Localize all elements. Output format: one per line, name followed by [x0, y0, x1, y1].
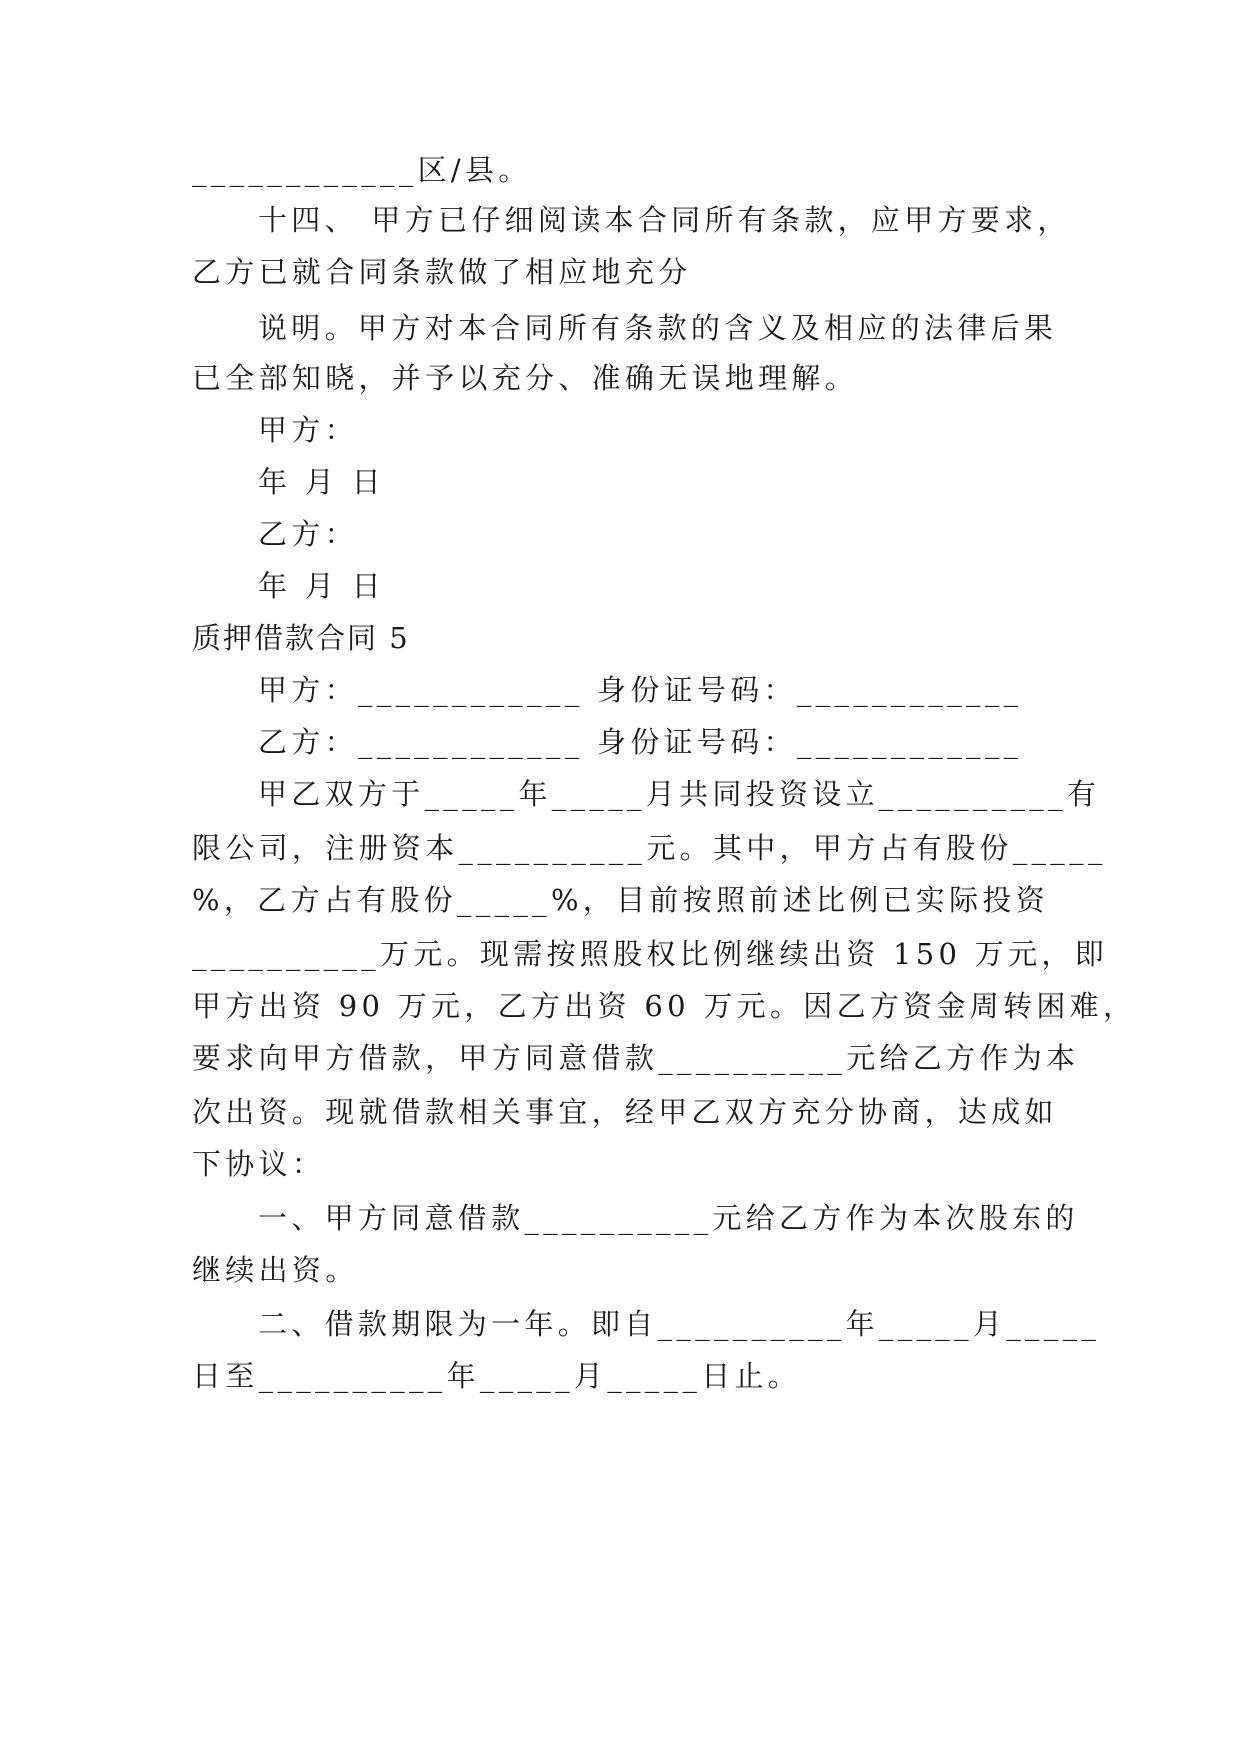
preamble-line-3: %，乙方占有股份_____%，目前按照前述比例已实际投资	[192, 883, 1050, 917]
party-a-date-label: 年 月 日	[258, 465, 385, 499]
article-1-line-2: 继续出资。	[192, 1253, 359, 1287]
district-line: ____________区/县。	[192, 153, 532, 187]
explanation-line-2: 已全部知晓，并予以充分、准确无误地理解。	[192, 361, 859, 395]
preamble-line-5: 甲方出资 90 万元，乙方出资 60 万元。因乙方资金周转困难，	[192, 989, 1137, 1023]
party-a-signature-label: 甲方：	[258, 413, 358, 447]
preamble-line-8: 下协议：	[192, 1147, 326, 1181]
preamble-line-6: 要求向甲方借款，甲方同意借款__________元给乙方作为本	[192, 1041, 1080, 1075]
article-2-line-2: 日至__________年_____月_____日止。	[192, 1359, 802, 1393]
preamble-line-2: 限公司，注册资本__________元。其中，甲方占有股份_____	[192, 831, 1107, 865]
contract-title: 质押借款合同 5	[192, 621, 410, 655]
preamble-line-7: 次出资。现就借款相关事宜，经甲乙双方充分协商，达成如	[192, 1095, 1058, 1129]
preamble-line-1: 甲乙双方于_____年_____月共同投资设立__________有	[258, 777, 1101, 811]
preamble-line-4: __________万元。现需按照股权比例继续出资 150 万元，即	[192, 937, 1108, 971]
party-a-id-line: 甲方：____________ 身份证号码：____________	[258, 673, 1023, 707]
article-2-line-1: 二、借款期限为一年。即自__________年_____月_____	[258, 1307, 1101, 1341]
clause-14-line-1: 十四、 甲方已仔细阅读本合同所有条款，应甲方要求，	[258, 203, 1071, 237]
party-b-date-label: 年 月 日	[258, 569, 385, 603]
party-b-id-line: 乙方：____________ 身份证号码：____________	[258, 725, 1023, 759]
party-b-signature-label: 乙方：	[258, 517, 358, 551]
explanation-line-1: 说明。甲方对本合同所有条款的含义及相应的法律后果	[258, 311, 1058, 345]
article-1-line-1: 一、甲方同意借款__________元给乙方作为本次股东的	[258, 1201, 1079, 1235]
clause-14-line-2: 乙方已就合同条款做了相应地充分	[192, 255, 692, 289]
